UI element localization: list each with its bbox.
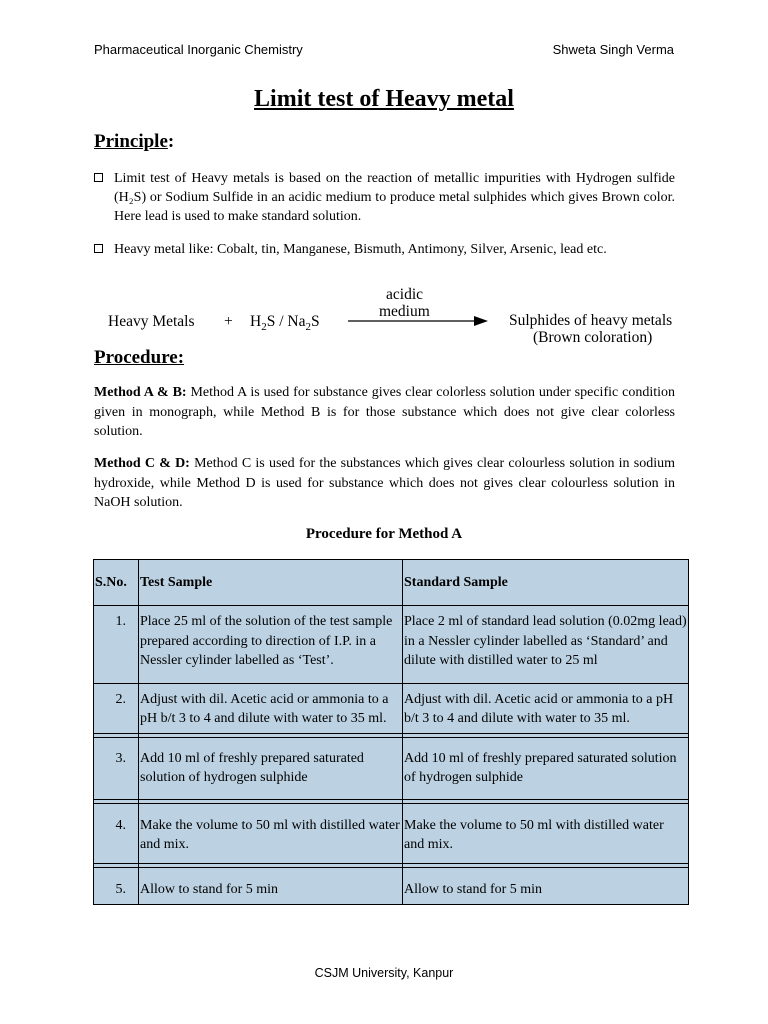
method-ab-paragraph [94, 383, 675, 442]
test-cell: Add 10 ml of freshly prepared saturated solution of hydrogen sulphide [139, 737, 403, 799]
method-ab-text: Method A is used for substance gives clear colorless solution under specific condition given in monograph, while Method B is for those substance which does not give clear colorless solution. [94, 385, 675, 439]
principle-heading-text: Principle [94, 131, 168, 152]
row-number: 5. [94, 867, 139, 905]
test-cell: Place 25 ml of the solution of the test sample prepared according to direction of I.P. in a Nessler cylinder labelled as ‘Test’. [139, 606, 403, 684]
plus-sign: + [224, 313, 233, 330]
checkbox-bullet-icon [94, 173, 103, 182]
condition-medium: medium [379, 303, 430, 320]
test-cell: Allow to stand for 5 min [139, 867, 403, 905]
product-brown-coloration: (Brown coloration) [533, 329, 653, 346]
reaction-arrow-icon [348, 314, 490, 328]
running-header-left: Pharmaceutical Inorganic Chemistry [94, 42, 303, 57]
test-cell: Make the volume to 50 ml with distilled water and mix. [139, 803, 403, 863]
row-number: 1. [94, 606, 139, 684]
table-title: Procedure for Method A [305, 526, 463, 542]
row-number: 4. [94, 803, 139, 863]
method-cd-label: Method C & D: [94, 456, 190, 471]
principle-bullet-1 [94, 169, 675, 226]
procedure-table [93, 559, 689, 905]
row-number: 3. [94, 737, 139, 799]
reactant-heavy-metals: Heavy Metals [108, 313, 195, 330]
table-row [94, 867, 689, 905]
table-row [94, 683, 689, 733]
bullet-text: Heavy metal like: Cobalt, tin, Manganese, Bismuth, Antimony, Silver, Arsenic, lead etc. [114, 242, 607, 257]
principle-heading [94, 131, 174, 153]
standard-cell: Allow to stand for 5 min [403, 867, 689, 905]
principle-heading-colon: : [167, 131, 175, 152]
table-header-row [94, 560, 689, 606]
row-number: 2. [94, 683, 139, 733]
page-footer: CSJM University, Kanpur [314, 966, 454, 980]
method-cd-paragraph [94, 454, 675, 513]
method-ab-label: Method A & B: [94, 385, 187, 400]
checkbox-bullet-icon [94, 244, 103, 253]
table-row [94, 737, 689, 799]
header-test-sample: Test Sample [139, 560, 403, 606]
table-row [94, 606, 689, 684]
principle-bullet-2 [94, 240, 675, 259]
standard-cell: Place 2 ml of standard lead solution (0.02mg lead) in a Nessler cylinder labelled as ‘Standard’ and dilute with distilled water to 25 ml [403, 606, 689, 684]
procedure-heading [94, 347, 184, 369]
procedure-heading-text: Procedure: [94, 347, 185, 368]
product-sulphides: Sulphides of heavy metals [509, 312, 673, 329]
running-header-right: Shweta Singh Verma [552, 42, 674, 57]
test-cell: Adjust with dil. Acetic acid or ammonia to a pH b/t 3 to 4 and dilute with water to 35 ml. [139, 683, 403, 733]
header-standard-sample: Standard Sample [403, 560, 689, 606]
page-title: Limit test of Heavy metal [254, 86, 514, 112]
standard-cell: Add 10 ml of freshly prepared saturated solution of hydrogen sulphide [403, 737, 689, 799]
standard-cell: Adjust with dil. Acetic acid or ammonia to a pH b/t 3 to 4 and dilute with water to 35 ml. [403, 683, 689, 733]
header-sno: S.No. [94, 560, 139, 606]
method-cd-text: Method C is used for the substances which gives clear colourless solution in sodium hydroxide, while Method D is used for substance which does not gives clear colourless solution in NaOH solution. [94, 456, 675, 510]
table-row [94, 803, 689, 863]
reactant-h2s-na2s: $H_2S / Na_2S$ [250, 313, 320, 334]
condition-acidic: acidic [386, 286, 424, 303]
bullet-text: Limit test of Heavy metals is based on the reaction of metallic impurities with Hydrogen sulfide (H₂S) or Sodium Sulfide in an acidic medium to produce metal sulphides which gives Brown color. Here lead is used to make standard solution. [114, 171, 675, 224]
standard-cell: Make the volume to 50 ml with distilled water and mix. [403, 803, 689, 863]
